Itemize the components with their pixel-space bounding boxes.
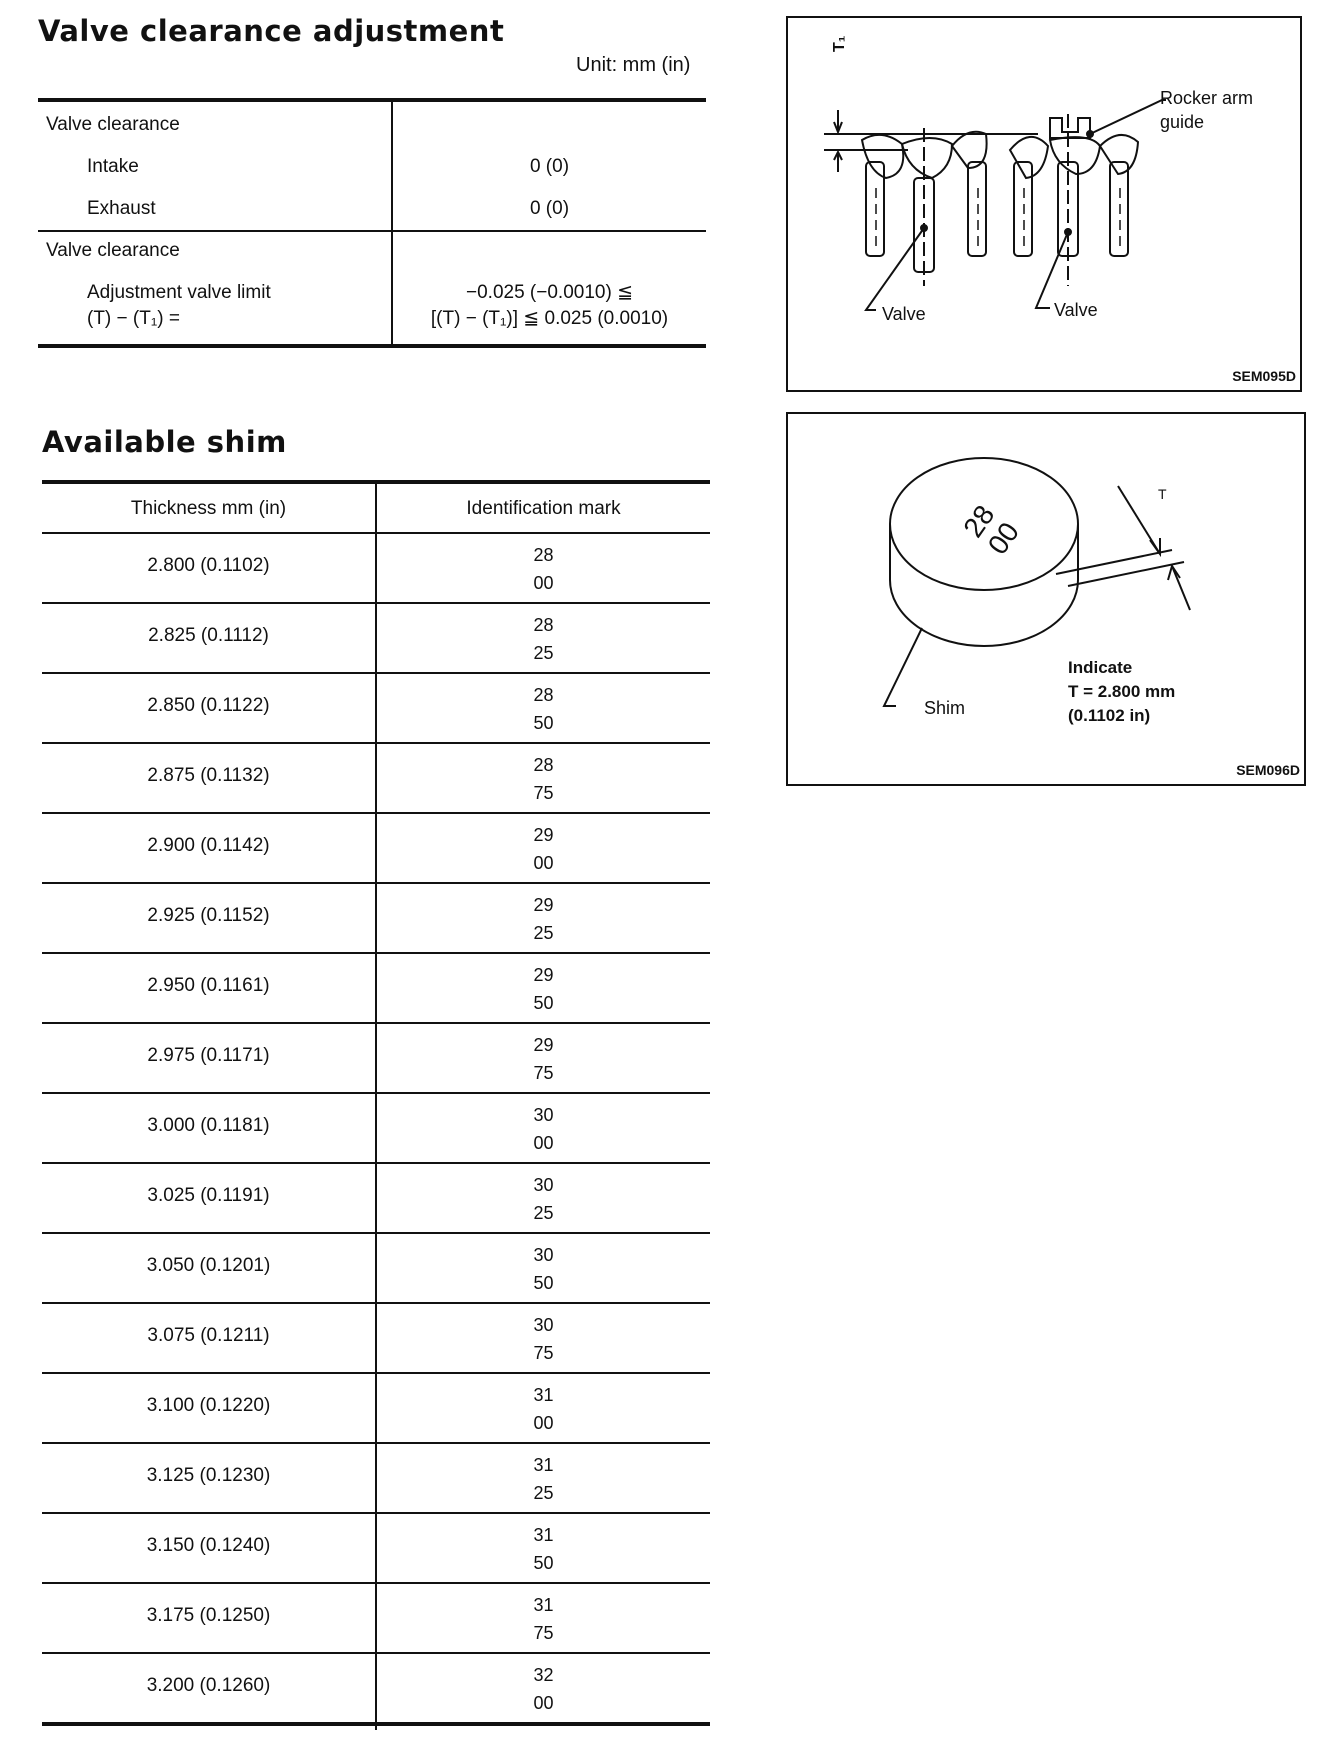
t-dimension-label: T: [1158, 486, 1167, 502]
thickness-cell: 3.150 (0.1240): [146, 1535, 271, 1556]
table-bottom-rule: [38, 344, 706, 348]
identification-mark-cell: [377, 1311, 710, 1367]
mark-top: 30: [533, 1245, 554, 1265]
thickness-cell: 3.100 (0.1220): [146, 1395, 271, 1416]
figure-rocker-arm-guide: [786, 16, 1302, 392]
adjustment-limit-formula: (T) − (T₁) =: [87, 308, 180, 329]
table-row: [42, 534, 710, 604]
mark-bottom: 00: [533, 853, 554, 873]
mark-top: 30: [533, 1315, 554, 1335]
identification-mark-cell: [377, 1451, 710, 1507]
mark-bottom: 00: [533, 1693, 554, 1713]
thickness-cell: 3.200 (0.1260): [146, 1675, 271, 1696]
mark-top: 31: [533, 1595, 554, 1615]
table-row: [42, 1304, 710, 1374]
thickness-cell: 2.875 (0.1132): [147, 765, 270, 786]
mark-top: 28: [533, 545, 554, 565]
table-header: [42, 480, 710, 534]
indicate-line2: T = 2.800 mm: [1068, 682, 1176, 701]
table-row: [42, 1094, 710, 1164]
thickness-cell: 2.925 (0.1152): [147, 905, 270, 926]
mark-bottom: 25: [533, 1203, 554, 1223]
t1-dimension-label: T₁: [831, 35, 848, 52]
exhaust-label: Exhaust: [87, 198, 156, 219]
mark-bottom: 50: [533, 1273, 554, 1293]
table-row: [42, 1654, 710, 1726]
identification-mark-cell: [377, 1101, 710, 1157]
mark-bottom: 75: [533, 1063, 554, 1083]
identification-mark-cell: [377, 821, 710, 877]
identification-mark-cell: [377, 1591, 710, 1647]
table-row: [42, 1374, 710, 1444]
mark-bottom: 00: [533, 573, 554, 593]
valve-label-right: Valve: [1054, 300, 1098, 320]
thickness-cell: 2.975 (0.1171): [147, 1045, 270, 1066]
adjustment-limit-value-line2: [(T) − (T₁)] ≦ 0.025 (0.0010): [430, 308, 669, 329]
mark-top: 28: [533, 615, 554, 635]
section-title-available-shim: Available shim: [42, 425, 287, 459]
available-shim-table: [42, 480, 710, 1730]
mark-bottom: 50: [533, 993, 554, 1013]
identification-mark-cell: [377, 541, 710, 597]
table-row: [42, 1164, 710, 1234]
section-title-valve-clearance: Valve clearance adjustment: [38, 14, 505, 48]
identification-mark-cell: [377, 751, 710, 807]
group-label-valve-clearance: Valve clearance: [46, 114, 180, 135]
thickness-cell: 3.175 (0.1250): [146, 1605, 271, 1626]
shim-rows: [42, 534, 710, 1726]
thickness-cell: 3.075 (0.1211): [147, 1325, 270, 1346]
identification-mark-cell: [377, 1031, 710, 1087]
mark-bottom: 25: [533, 923, 554, 943]
thickness-cell: 3.050 (0.1201): [146, 1255, 271, 1276]
rocker-arm-diagram: [788, 18, 1300, 390]
intake-label: Intake: [87, 156, 139, 177]
mark-bottom: 75: [533, 783, 554, 803]
shim-mark-bottom: 00: [981, 516, 1026, 560]
identification-mark-cell: [377, 1661, 710, 1717]
table-row: [42, 954, 710, 1024]
thickness-cell: 2.900 (0.1142): [147, 835, 270, 856]
adjustment-limit-label: Adjustment valve limit: [87, 282, 271, 303]
mark-top: 31: [533, 1385, 554, 1405]
figure-code: SEM096D: [1236, 762, 1300, 778]
mark-top: 30: [533, 1105, 554, 1125]
rocker-arm-label-line2: guide: [1160, 112, 1205, 132]
thickness-cell: 2.825 (0.1112): [148, 625, 269, 646]
table-row: [42, 814, 710, 884]
header-identification-mark: Identification mark: [466, 498, 621, 519]
adjustment-limit-value-line1: −0.025 (−0.0010) ≦: [466, 282, 633, 303]
table-top-rule: [38, 98, 706, 102]
thickness-cell: 2.950 (0.1161): [147, 975, 270, 996]
mark-top: 31: [533, 1525, 554, 1545]
table-row: [42, 604, 710, 674]
shim-diagram: [788, 414, 1304, 784]
mark-bottom: 00: [533, 1413, 554, 1433]
table-row: [42, 1444, 710, 1514]
shim-label: Shim: [924, 698, 966, 718]
identification-mark-cell: [377, 1241, 710, 1297]
indicate-note: [1068, 656, 1175, 728]
identification-mark-cell: [377, 891, 710, 947]
table-row: [42, 744, 710, 814]
thickness-cell: 3.025 (0.1191): [147, 1185, 270, 1206]
identification-mark-cell: [377, 1381, 710, 1437]
table-row: [42, 1514, 710, 1584]
mark-bottom: 50: [533, 1553, 554, 1573]
thickness-cell: 3.125 (0.1230): [146, 1465, 271, 1486]
mark-bottom: 25: [533, 643, 554, 663]
valve-label-left: Valve: [882, 304, 926, 324]
header-thickness: Thickness mm (in): [130, 498, 287, 519]
identification-mark-cell: [377, 1171, 710, 1227]
rocker-arm-label-line1: Rocker arm: [1160, 88, 1254, 108]
group-label-adjustment: Valve clearance: [46, 240, 180, 261]
mark-bottom: 25: [533, 1483, 554, 1503]
mark-top: 29: [533, 965, 554, 985]
mark-top: 29: [533, 825, 554, 845]
rocker-arm-guide-label: [1160, 86, 1253, 134]
mark-bottom: 75: [533, 1343, 554, 1363]
exhaust-value: 0 (0): [529, 198, 570, 219]
thickness-cell: 2.850 (0.1122): [147, 695, 270, 716]
thickness-cell: 2.800 (0.1102): [147, 555, 270, 576]
intake-value: 0 (0): [529, 156, 570, 177]
figure-code: SEM095D: [1232, 368, 1296, 384]
identification-mark-cell: [377, 961, 710, 1017]
identification-mark-cell: [377, 611, 710, 667]
unit-note: Unit: mm (in): [576, 54, 691, 76]
table-row: [42, 1584, 710, 1654]
mark-bottom: 00: [533, 1133, 554, 1153]
mark-bottom: 50: [533, 713, 554, 733]
thickness-cell: 3.000 (0.1181): [147, 1115, 270, 1136]
table-divider: [38, 230, 706, 232]
identification-mark-cell: [377, 681, 710, 737]
mark-top: 29: [533, 1035, 554, 1055]
mark-top: 29: [533, 895, 554, 915]
mark-top: 28: [533, 685, 554, 705]
indicate-line1: Indicate: [1068, 658, 1133, 677]
figure-shim-thickness: [786, 412, 1306, 786]
mark-bottom: 75: [533, 1623, 554, 1643]
table-row: [42, 674, 710, 744]
table-row: [42, 1234, 710, 1304]
indicate-line3: (0.1102 in): [1068, 706, 1151, 725]
shim-mark-top: 28: [957, 499, 1001, 543]
mark-top: 31: [533, 1455, 554, 1475]
valve-clearance-table: [38, 98, 706, 348]
mark-top: 30: [533, 1175, 554, 1195]
table-row: [42, 1024, 710, 1094]
table-row: [42, 884, 710, 954]
mark-top: 32: [533, 1665, 554, 1685]
identification-mark-cell: [377, 1521, 710, 1577]
mark-top: 28: [533, 755, 554, 775]
